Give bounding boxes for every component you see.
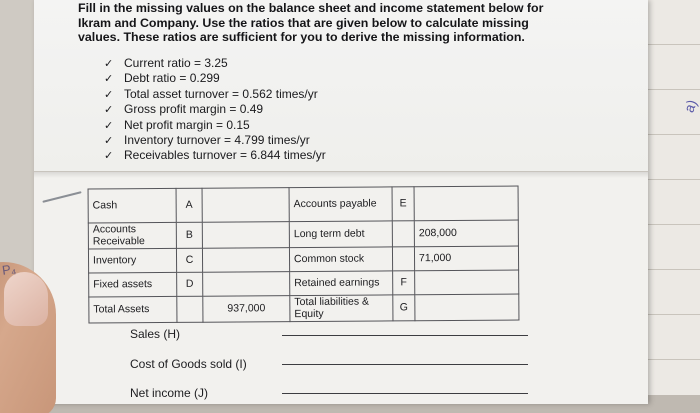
fixed-assets-label: Fixed assets bbox=[89, 272, 177, 297]
check-icon: ✓ bbox=[104, 73, 114, 86]
empty-cell bbox=[414, 186, 518, 221]
long-term-debt-label: Long term debt bbox=[289, 221, 392, 248]
net-income-answer-line bbox=[282, 393, 528, 394]
total-assets-label: Total Assets bbox=[89, 296, 177, 323]
balance-sheet-table bbox=[88, 185, 520, 323]
ratio-item bbox=[104, 87, 326, 102]
long-term-debt-value: 208,000 bbox=[414, 220, 518, 247]
sales-label: Sales (H) bbox=[130, 327, 181, 341]
ratio-text: Total asset turnover = 0.562 times/yr bbox=[124, 86, 318, 101]
check-icon: ✓ bbox=[104, 150, 114, 163]
instructions-text: Fill in the missing values on the balance sheet and income statement below for Ikram and Company. Use the ratios that are given below to calculate missing values. These ratios are sufficient for you to derive the missing information. bbox=[78, 1, 544, 44]
cogs-label: Cost of Goods sold (I) bbox=[130, 357, 247, 371]
fold-shadow bbox=[34, 172, 648, 178]
ratio-text: Receivables turnover = 6.844 times/yr bbox=[124, 148, 326, 163]
empty-cell bbox=[202, 248, 289, 273]
table-row bbox=[88, 186, 518, 223]
retained-earnings-code: F bbox=[393, 271, 415, 295]
ratio-item bbox=[104, 148, 326, 163]
empty-cell bbox=[392, 247, 414, 271]
ratio-item bbox=[104, 118, 326, 133]
ratio-text: Gross profit margin = 0.49 bbox=[124, 102, 264, 117]
table-row bbox=[89, 294, 519, 323]
right-margin-annotation: a) bbox=[680, 97, 700, 115]
common-stock-label: Common stock bbox=[289, 247, 392, 272]
common-stock-value: 71,000 bbox=[414, 246, 518, 271]
accounts-payable-label: Accounts payable bbox=[289, 187, 392, 222]
accounts-receivable-code: B bbox=[176, 222, 202, 248]
ratio-item bbox=[104, 71, 326, 86]
cash-code: A bbox=[176, 188, 202, 222]
accounts-payable-code: E bbox=[392, 187, 414, 221]
cash-label: Cash bbox=[88, 188, 176, 223]
table-row bbox=[88, 246, 518, 273]
fixed-assets-code: D bbox=[177, 272, 203, 296]
cogs-answer-line bbox=[282, 364, 528, 365]
retained-earnings-label: Retained earnings bbox=[290, 271, 393, 296]
ratio-list bbox=[104, 56, 326, 164]
check-icon: ✓ bbox=[104, 104, 114, 117]
ratio-text: Debt ratio = 0.299 bbox=[124, 71, 220, 86]
total-liabilities-equity-code: G bbox=[393, 295, 415, 321]
ratio-item bbox=[104, 133, 326, 148]
check-icon: ✓ bbox=[104, 58, 114, 70]
empty-cell bbox=[415, 294, 519, 321]
inventory-code: C bbox=[176, 248, 202, 272]
check-icon: ✓ bbox=[104, 88, 114, 101]
empty-cell bbox=[202, 222, 289, 249]
ratio-text: Inventory turnover = 4.799 times/yr bbox=[124, 133, 310, 148]
ratio-item bbox=[104, 56, 326, 71]
total-assets-value: 937,000 bbox=[203, 296, 290, 323]
ratio-item bbox=[104, 102, 326, 117]
ratio-text: Net profit margin = 0.15 bbox=[124, 117, 250, 132]
net-income-label: Net income (J) bbox=[130, 386, 209, 400]
sales-answer-line bbox=[282, 335, 528, 336]
check-icon: ✓ bbox=[104, 119, 114, 132]
empty-cell bbox=[415, 270, 519, 295]
check-icon: ✓ bbox=[104, 135, 114, 148]
inventory-label: Inventory bbox=[88, 248, 176, 273]
accounts-receivable-label: Accounts Receivable bbox=[88, 222, 176, 249]
left-margin-annotation: P₄ bbox=[1, 261, 17, 278]
empty-cell bbox=[203, 272, 290, 297]
fingernail bbox=[4, 272, 48, 326]
table-row bbox=[88, 220, 518, 249]
ratio-text: Current ratio = 3.25 bbox=[124, 56, 228, 70]
empty-cell bbox=[202, 188, 289, 223]
table-row bbox=[89, 270, 519, 297]
empty-cell bbox=[392, 221, 414, 247]
background-notebook bbox=[640, 0, 700, 413]
empty-cell bbox=[177, 296, 203, 322]
total-liabilities-equity-label: Total liabilities & Equity bbox=[290, 295, 393, 322]
